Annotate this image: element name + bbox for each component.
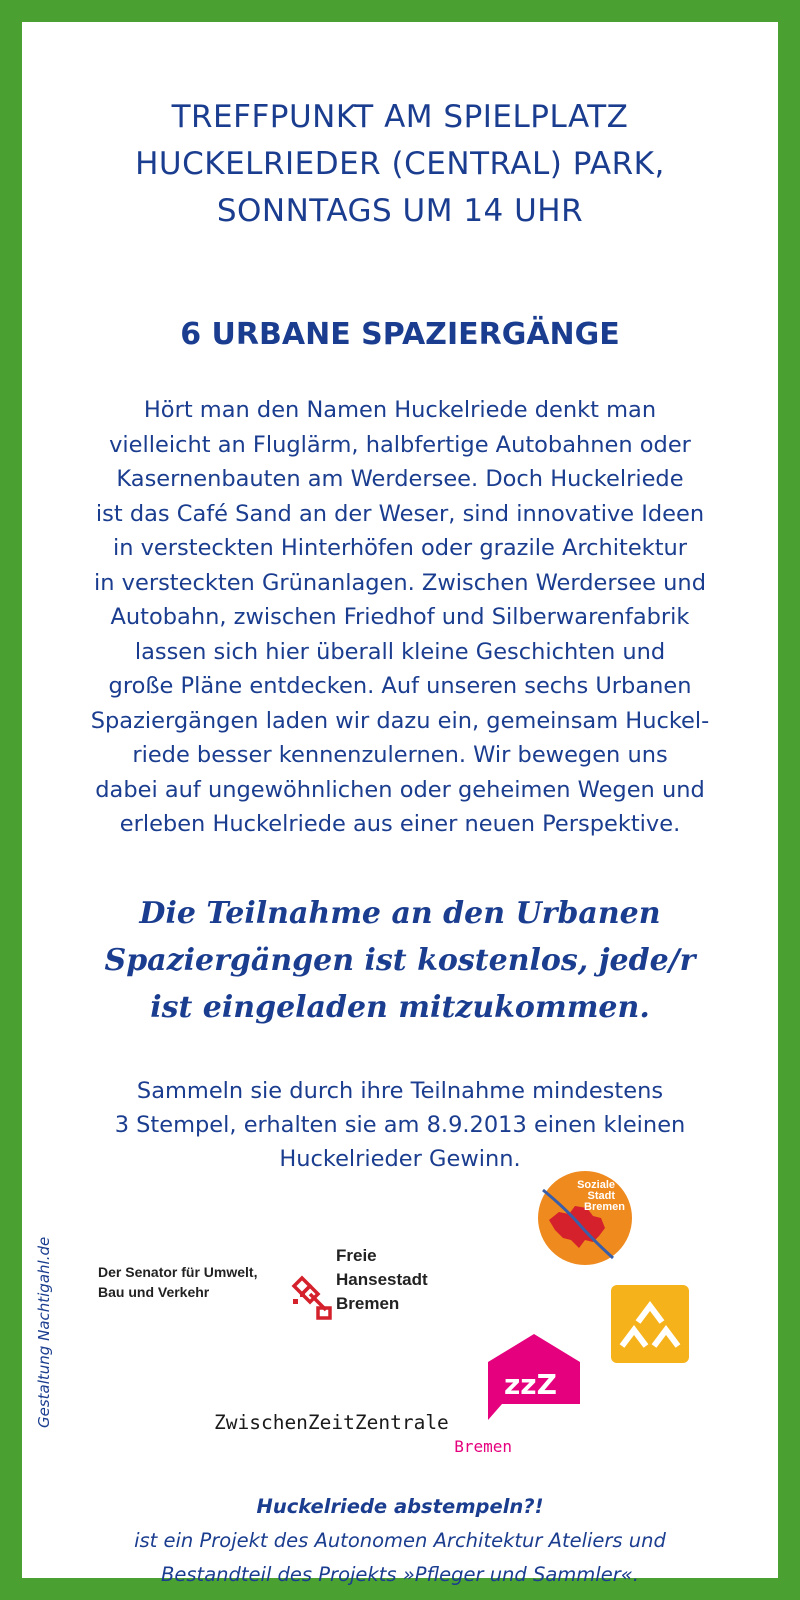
- senator-line: Bau und Verkehr: [98, 1284, 210, 1300]
- design-credit: Gestaltung Nachtigahl.de: [35, 1236, 53, 1428]
- footer: [22, 1490, 778, 1592]
- flyer-content: [22, 22, 778, 1586]
- footer-title: Huckelriede abstempeln?!: [256, 1495, 544, 1518]
- intro-line: in versteckten Grünanlagen. Zwischen Werdersee und: [94, 569, 706, 596]
- footer-line: ist ein Projekt des Autonomen Architektur Ateliers und: [134, 1529, 666, 1552]
- aaa-logo-icon: [610, 1284, 690, 1364]
- senator-line: Der Senator für Umwelt,: [98, 1264, 258, 1280]
- intro-line: ist das Café Sand an der Weser, sind innovative Ideen: [95, 500, 705, 527]
- intro-line: Hört man den Namen Huckelriede denkt man: [143, 397, 657, 423]
- intro-line: Kasernenbauten am Werdersee. Doch Huckelriede: [116, 466, 684, 492]
- intro-line: in versteckten Hinterhöfen oder grazile Architektur: [112, 535, 688, 561]
- zzz-mark: zzZ: [504, 1368, 557, 1401]
- intro-line: erleben Huckelriede aus einer neuen Perspektive.: [119, 811, 681, 837]
- soziale-text-line: Soziale: [577, 1179, 615, 1191]
- intro-line: riede besser kennenzulernen. Wir bewegen uns: [132, 742, 668, 768]
- meeting-line: SONNTAGS UM 14 UHR: [216, 193, 584, 229]
- intro-line: dabei auf ungewöhnlichen oder geheimen Wegen und: [95, 776, 705, 803]
- intro-line: Spaziergängen laden wir dazu ein, gemeinsam Huckel-: [90, 707, 710, 734]
- hansestadt-line: Freie: [336, 1246, 377, 1265]
- stamps-line: Huckelrieder Gewinn.: [279, 1146, 521, 1172]
- meeting-line: TREFFPUNKT AM SPIELPLATZ: [171, 99, 629, 135]
- free-participation-note: [22, 890, 778, 1031]
- emphasis-line: Die Teilnahme an den Urbanen: [139, 896, 661, 931]
- intro-line: große Pläne entdecken. Auf unseren sechs Urbanen: [108, 673, 692, 699]
- intro-line: lassen sich hier überall kleine Geschichten und: [134, 638, 666, 665]
- meeting-line: HUCKELRIEDER (CENTRAL) PARK,: [135, 146, 665, 182]
- zwischenzeitzentrale-name: ZwischenZeitZentrale: [214, 1411, 449, 1434]
- intro-line: vielleicht an Fluglärm, halbfertige Autobahnen oder: [109, 431, 691, 458]
- stamps-line: Sammeln sie durch ihre Teilnahme mindestens: [136, 1078, 664, 1104]
- soziale-stadt-logo-icon: [535, 1168, 635, 1268]
- stamps-paragraph: [22, 1074, 778, 1176]
- stamps-line: 3 Stempel, erhalten sie am 8.9.2013 einen kleinen: [114, 1112, 686, 1138]
- intro-paragraph: [22, 393, 778, 842]
- page-title: 6 URBANE SPAZIERGÄNGE: [180, 317, 620, 352]
- emphasis-line: Spaziergängen ist kostenlos, jede/r: [104, 943, 696, 978]
- soziale-text-line: Bremen: [584, 1201, 625, 1213]
- senator-logo-text: [98, 1262, 298, 1302]
- zwischenzeitzentrale-city: Bremen: [454, 1437, 512, 1456]
- soziale-text-line: Stadt: [587, 1190, 615, 1202]
- footer-line: Bestandteil des Projekts »Pfleger und Sammler«.: [161, 1563, 639, 1586]
- hansestadt-line: Bremen: [336, 1294, 400, 1313]
- emphasis-line: ist eingeladen mitzukommen.: [150, 990, 650, 1025]
- intro-line: Autobahn, zwischen Friedhof und Silberwarenfabrik: [110, 604, 690, 630]
- hansestadt-logo-text: [336, 1244, 496, 1316]
- bremen-key-icon: [290, 1272, 334, 1322]
- zwischenzeitzentrale-speech-bubble-icon: [482, 1332, 586, 1422]
- meeting-point: [22, 94, 778, 235]
- hansestadt-line: Hansestadt: [336, 1270, 428, 1289]
